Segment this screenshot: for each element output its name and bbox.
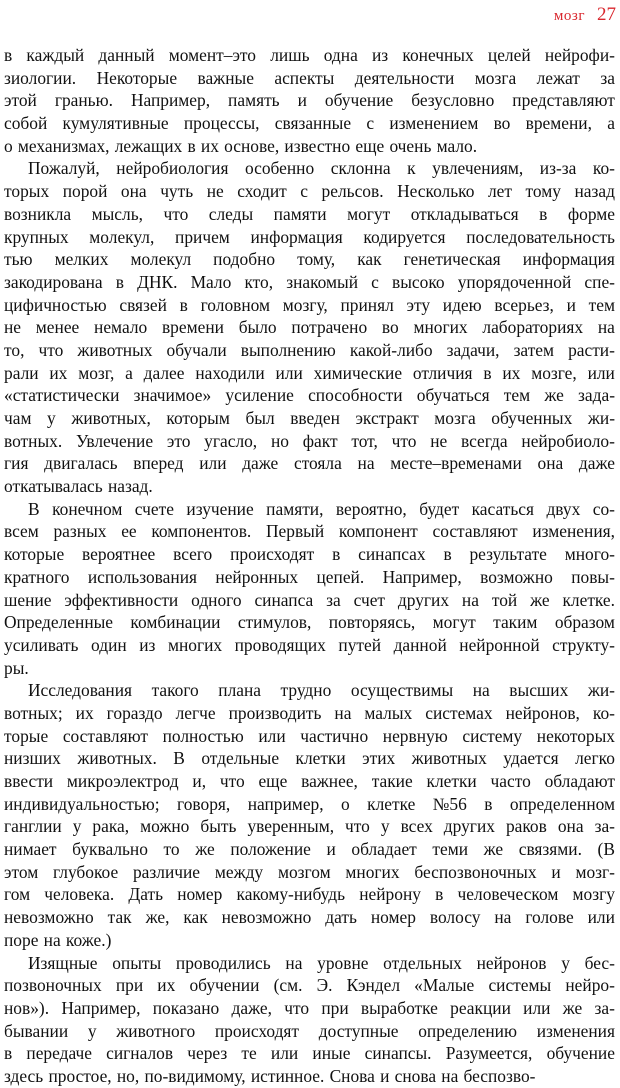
text-line: В конечном счете изучение памяти, вероятно, будет касаться двух со-	[28, 498, 615, 519]
text-line: нов»). Например, показано даже, что при выработке реакции или же за-	[4, 997, 615, 1018]
text-line: этой гранью. Например, память и обучение безусловно представляют	[4, 90, 615, 111]
text-line: откатывалась назад.	[4, 476, 153, 497]
text-line: невозможно так же, как невозможно дать номер волосу на голове или	[4, 907, 615, 928]
text-line: ры.	[4, 657, 29, 678]
text-line: в передаче сигналов через те или иные синапсы. Разумеется, обучение	[4, 1043, 615, 1064]
running-head	[554, 4, 616, 26]
text-line: рали их мозг, а далее находили или химические отличия в их мозге, или	[4, 362, 615, 383]
text-line: закодирована в ДНК. Мало кто, знакомый с высоко упорядоченной спе-	[4, 271, 615, 292]
text-line: этом глубокое различие между мозгом многих беспозвоночных и мозг-	[4, 861, 615, 882]
text-line: о механизмах, лежащих в их основе, известно еще очень мало.	[4, 135, 478, 156]
text-line: гия двигалась вперед или даже стояла на месте–временами она даже	[4, 453, 615, 474]
text-line: вотных; их гораздо легче производить на малых системах нейронов, ко-	[4, 702, 615, 723]
paragraph	[4, 498, 615, 680]
text-line: торых порой она чуть не сходит с рельсов. Несколько лет тому назад	[4, 181, 615, 202]
text-line: Изящные опыты проводились на уровне отдельных нейронов у бес-	[28, 952, 615, 973]
text-line: кратного использования нейронных цепей. Например, возможно повы-	[4, 566, 615, 587]
text-line: Пожалуй, нейробиология особенно склонна к увлечениям, из-за ко-	[28, 158, 615, 179]
text-line: индивидуальностью; говоря, например, о клетке №56 в определенном	[4, 793, 615, 814]
text-line: в каждый данный момент–это лишь одна из конечных целей нейрофи-	[4, 45, 615, 65]
body-text	[4, 44, 615, 1088]
page-number: 27	[597, 4, 616, 25]
text-line: гом человека. Дать номер какому-нибудь нейрону в человеческом мозгу	[4, 884, 615, 905]
text-line: поре на коже.)	[4, 929, 112, 950]
paragraph	[4, 952, 615, 1088]
text-line: торые составляют полностью или частично нервную систему некоторых	[4, 725, 615, 746]
text-line: позвоночных при их обучении (см. Э. Кэндел «Малые системы нейро-	[4, 975, 615, 996]
text-line: возникла мысль, что следы памяти могут откладываться в форме	[4, 203, 615, 224]
paragraph	[4, 679, 615, 951]
text-line: собой кумулятивные процессы, связанные с изменением во времени, а	[4, 113, 615, 134]
text-line: Исследования такого плана трудно осуществимы на высших жи-	[28, 680, 615, 701]
text-line: чам у животных, которым был введен экстракт мозга обученных жи-	[4, 408, 615, 428]
paragraph	[4, 157, 615, 497]
text-line: крупных молекул, причем информация кодируется последовательность	[4, 226, 615, 247]
text-line: «статистически значимое» усиление способности обучаться тем же зада-	[4, 385, 615, 406]
text-line: ввести микроэлектрод и, что еще важнее, такие клетки часто обладают	[4, 771, 615, 791]
text-line: здесь простое, но, по-видимому, истинное. Снова и снова на беспозво-	[4, 1065, 536, 1086]
text-line: цифичностью связей в головном мозгу, принял эту идею всерьез, и тем	[4, 294, 615, 315]
text-line: которые вероятнее всего происходят в синапсах в результате много-	[4, 544, 615, 565]
text-line: Определенные комбинации стимулов, повторяясь, могут таким образом	[4, 612, 615, 633]
running-head-section: мозг	[553, 8, 585, 24]
text-line: низших животных. В отдельные клетки этих животных удается легко	[4, 748, 615, 769]
text-line: вотных. Увлечение это угасло, но факт тот, что не всегда нейробиоло-	[4, 430, 615, 451]
text-line: ганглии у рака, можно быть уверенным, что у всех других раков она за-	[4, 816, 615, 837]
text-line: бывании у животного происходят доступные определению изменения	[4, 1020, 615, 1041]
text-line: нимает буквально то же положение и обладает теми же связями. (В	[4, 839, 615, 860]
text-line: тью мелких молекул подобно тому, как генетическая информация	[4, 249, 615, 270]
text-line: усиливать один из многих проводящих путей данной нейронной структу-	[4, 634, 615, 655]
text-line: не менее немало времени было потрачено во многих лабораториях на	[4, 317, 615, 338]
text-line: шение эффективности одного синапса за счет других на той же клетке.	[4, 589, 615, 610]
paragraph	[4, 44, 615, 157]
text-line: то, что животных обучали выполнению какой-либо задачи, затем расти-	[4, 339, 615, 360]
text-line: всем разных ее компонентов. Первый компонент составляют изменения,	[4, 521, 615, 542]
text-line: зиологии. Некоторые важные аспекты деятельности мозга лежат за	[4, 67, 615, 88]
